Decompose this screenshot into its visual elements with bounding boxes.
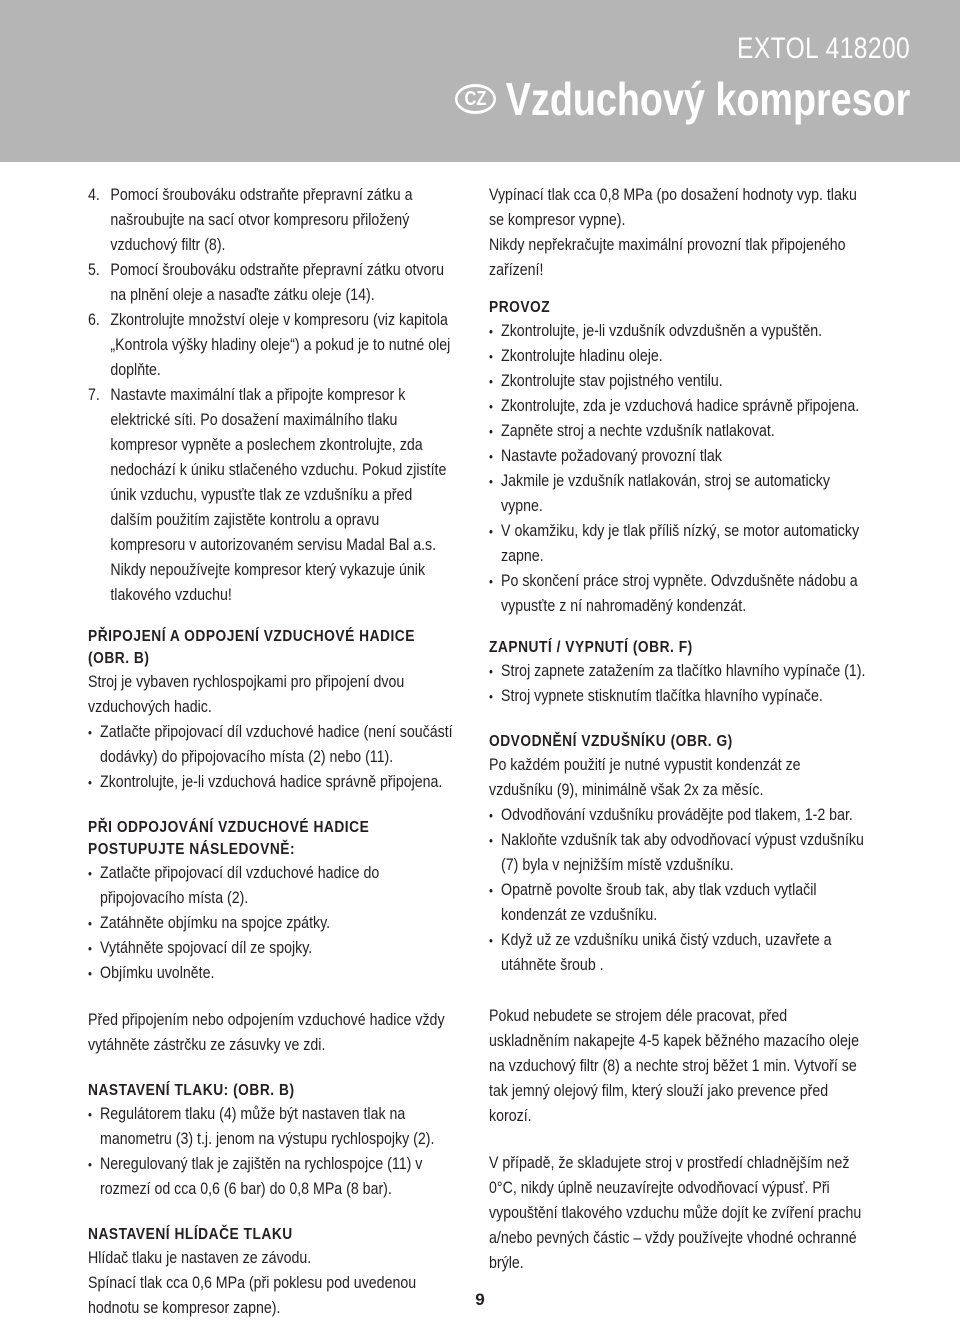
list-item: • Nastavte požadovaný provozní tlak bbox=[489, 444, 867, 469]
list-item: • Když už ze vzdušníku uniká čistý vzduch, uzavřete a utáhněte šroub . bbox=[489, 928, 867, 978]
switch-line-1: Hlídač tlaku je nastaven ze závodu. bbox=[88, 1249, 312, 1267]
list-item: • Zkontrolujte, je-li vzdušník odvzdušněn a vypuštěn. bbox=[489, 319, 867, 344]
list-item: • Zkontrolujte, je-li vzduchová hadice správně připojena. bbox=[88, 770, 458, 795]
cz-language-icon: CZ bbox=[455, 84, 496, 114]
step-number: 6. bbox=[88, 311, 100, 329]
list-item: • Po skončení práce stroj vypněte. Odvzdušněte nádobu a vypusťte z ní nahromaděný kondenzát. bbox=[489, 569, 867, 619]
section-heading-operation: PROVOZ bbox=[489, 299, 551, 316]
step-5 bbox=[88, 258, 458, 308]
max-pressure-warning: Nikdy nepřekračujte maximální provozní tlak připojeného zařízení! bbox=[489, 236, 846, 279]
section-heading-disconnect: PŘI ODPOJOVÁNÍ VZDUCHOVÉ HADICE POSTUPUJTE NÁSLEDOVNĚ: bbox=[88, 819, 370, 858]
list-item: • Odvodňování vzdušníku provádějte pod tlakem, 1-2 bar. bbox=[489, 803, 867, 828]
section-heading-connect: PŘIPOJENÍ A ODPOJENÍ VZDUCHOVÉ HADICE (OBR. B) bbox=[88, 628, 415, 667]
list-item: • Regulátorem tlaku (4) může být nastaven tlak na manometru (3) t.j. jenom na výstupu rychlospojky (2). bbox=[88, 1102, 458, 1152]
step-6 bbox=[88, 308, 458, 383]
step-text: Pomocí šroubováku odstraňte přepravní zátku a našroubujte na sací otvor kompresoru přiložený vzduchový filtr (8). bbox=[110, 186, 413, 254]
step-number: 4. bbox=[88, 186, 100, 204]
section-heading-onoff: ZAPNUTÍ / VYPNUTÍ (OBR. F) bbox=[489, 639, 693, 656]
list-item: • Objímku uvolněte. bbox=[88, 961, 458, 986]
list-item: • V okamžiku, kdy je tlak příliš nízký, se motor automaticky zapne. bbox=[489, 519, 867, 569]
step-text: Zkontrolujte množství oleje v kompresoru (viz kapitola „Kontrola výšky hladiny oleje“) a pokud je to nutné olej doplňte. bbox=[110, 311, 451, 379]
list-item: • Jakmile je vzdušník natlakován, stroj se automaticky vypne. bbox=[489, 469, 867, 519]
model-label: EXTOL 418200 bbox=[736, 32, 910, 65]
section-heading-pressure: NASTAVENÍ TLAKU: (OBR. B) bbox=[88, 1082, 295, 1099]
switch-off-pressure: Vypínací tlak cca 0,8 MPa (po dosažení hodnoty vyp. tlaku se kompresor vypne). bbox=[489, 186, 857, 229]
list-item: • Zapněte stroj a nechte vzdušník natlakovat. bbox=[489, 419, 867, 444]
list-item: • Stroj zapnete zatažením za tlačítko hlavního vypínače (1). bbox=[489, 659, 867, 684]
drain-intro: Po každém použití je nutné vypustit kondenzát ze vzdušníku (9), minimálně však 2x za měsíc. bbox=[489, 756, 801, 799]
list-item: • Opatrně povolte šroub tak, aby tlak vzduch vytlačil kondenzát ze vzdušníku. bbox=[489, 878, 867, 928]
right-column bbox=[489, 183, 867, 1276]
list-item: • Neregulovaný tlak je zajištěn na rychlospojce (11) v rozmezí od cca 0,6 (6 bar) do 0,8 MPa (8 bar). bbox=[88, 1152, 458, 1202]
storage-paragraph: Pokud nebudete se strojem déle pracovat, před uskladněním nakapejte 4-5 kapek běžného mazacího oleje na vzduchový filtr (8) a nechte stroj běžet 1 min. Vytvoří se tak jemný olejový film, který slouží jako prevence před korozí. bbox=[489, 1007, 859, 1125]
disconnect-note: Před připojením nebo odpojením vzduchové hadice vždy vytáhněte zástrčku ze zásuvky ve zdi. bbox=[88, 1011, 445, 1054]
title-row bbox=[455, 72, 910, 126]
page-number: 9 bbox=[475, 1290, 485, 1309]
connect-intro: Stroj je vybaven rychlospojkami pro připojení dvou vzduchových hadic. bbox=[88, 673, 405, 716]
step-number: 5. bbox=[88, 261, 100, 279]
list-item: • Nakloňte vzdušník tak aby odvodňovací výpust vzdušníku (7) byla v nejnižším místě vzdušníku. bbox=[489, 828, 867, 878]
step-text: Nastavte maximální tlak a připojte kompresor k elektrické síti. Po dosažení maximálního tlaku kompresor vypněte a poslechem zkontrolujte, zda nedochází k úniku stlačeného vzduchu. Pokud zjistíte únik vzduchu, vypusťte tlak ze vzdušníku a před dalším použitím zajistěte kontrolu a opravu kompresoru v autorizovaném servisu Madal Bal a.s. Nikdy nepoužívejte kompresor který vykazuje únik tlakového vzduchu! bbox=[110, 386, 447, 604]
page-header bbox=[0, 0, 960, 162]
list-item: • Zatáhněte objímku na spojce zpátky. bbox=[88, 911, 458, 936]
page-title: Vzduchový kompresor bbox=[505, 73, 910, 125]
section-heading-switch: NASTAVENÍ HLÍDAČE TLAKU bbox=[88, 1226, 293, 1243]
step-4 bbox=[88, 183, 458, 258]
left-column bbox=[88, 183, 458, 1321]
list-item: • Vytáhněte spojovací díl ze spojky. bbox=[88, 936, 458, 961]
list-item: • Zkontrolujte, zda je vzduchová hadice správně připojena. bbox=[489, 394, 867, 419]
step-text: Pomocí šroubováku odstraňte přepravní zátku otvoru na plnění oleje a nasaďte zátku oleje (14). bbox=[110, 261, 445, 304]
cold-storage-paragraph: V případě, že skladujete stroj v prostředí chladnějším než 0°C, nikdy úplně neuzavírejte odvodňovací výpusť. Při vypouštění tlakového vzduchu může dojít ke zvíření prachu a/nebo pevných částic – vždy používejte vhodné ochranné brýle. bbox=[489, 1154, 862, 1272]
switch-line-2: Spínací tlak cca 0,6 MPa (při poklesu pod uvedenou hodnotu se kompresor zapne). bbox=[88, 1274, 417, 1317]
list-item: • Stroj vypnete stisknutím tlačítka hlavního vypínače. bbox=[489, 684, 867, 709]
list-item: • Zkontrolujte stav pojistného ventilu. bbox=[489, 369, 867, 394]
step-7 bbox=[88, 383, 458, 608]
list-item: • Zkontrolujte hladinu oleje. bbox=[489, 344, 867, 369]
step-number: 7. bbox=[88, 386, 100, 404]
section-heading-drain: ODVODNĚNÍ VZDUŠNÍKU (OBR. G) bbox=[489, 733, 733, 750]
list-item: • Zatlačte připojovací díl vzduchové hadice (není součástí dodávky) do připojovacího místa (2) nebo (11). bbox=[88, 720, 458, 770]
list-item: • Zatlačte připojovací díl vzduchové hadice do připojovacího místa (2). bbox=[88, 861, 458, 911]
